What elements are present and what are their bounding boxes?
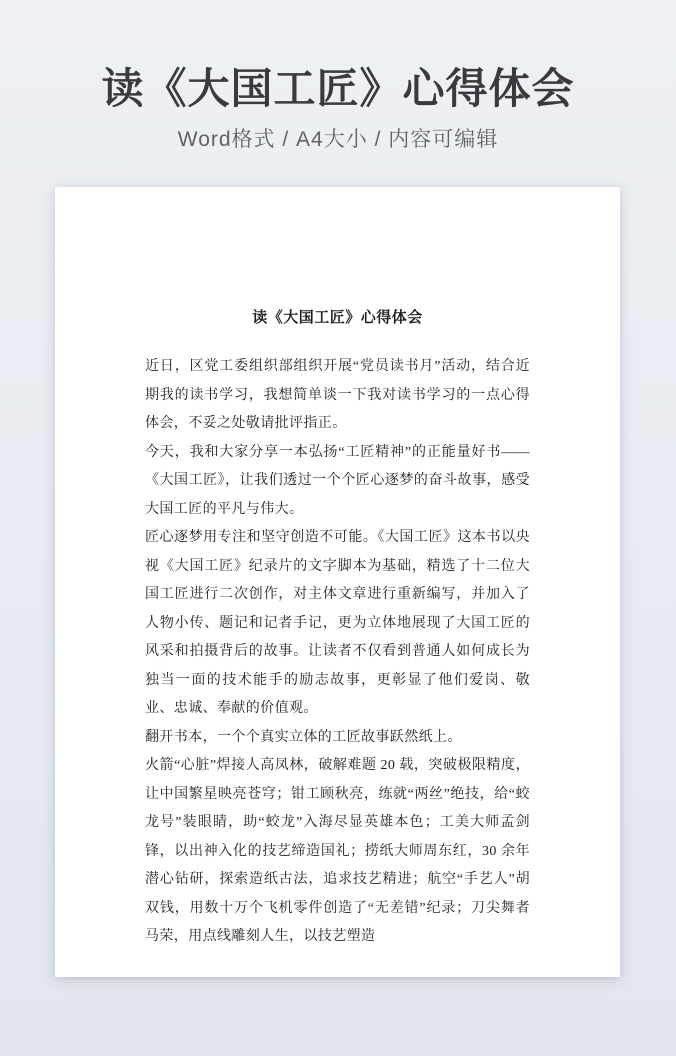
document-paragraph: 近日，区党工委组织部组织开展“党员读书月”活动，结合近期我的读书学习，我想简单谈一下我对读书学习的一点心得体会，不妥之处敬请批评指正。 — [145, 359, 530, 431]
template-title: 读《大国工匠》心得体会 — [101, 65, 575, 112]
document-paragraph: 火箭“心脏”焊接人高凤林，破解难题 20 载，突破极限精度，让中国繁星映亮苍穹；钳工顾秋亮，练就“两丝”绝技，给“蛟龙号”装眼睛，助“蛟龙”入海尽显英雄本色；工美大师孟剑锋，以出神入化的技艺缔造国礼；捞纸大师周东红，30 余年潜心钻研，探索造纸古法，追求技艺精进；航空“手艺人”胡双钱，用数十万个飞机零件创造了“无差错”纪录；刀尖舞者马荣，用点线雕刻人生，以技艺塑造 — [145, 758, 530, 944]
template-header — [0, 0, 676, 153]
document-paragraph: 翻开书本，一个个真实立体的工匠故事跃然纸上。 — [145, 729, 462, 745]
document-paragraph: 匠心逐梦用专注和坚守创造不可能。《大国工匠》这本书以央视《大国工匠》纪录片的文字脚本为基础，精选了十二位大国工匠进行二次创作，对主体文章进行重新编写，并加入了人物小传、题记和记者手记，更为立体地展现了大国工匠的风采和拍摄背后的故事。让读者不仅看到普通人如何成长为独当一面的技术能手的励志故事，更彰显了他们爱岗、敬业、忠诚、奉献的价值观。 — [145, 530, 530, 716]
document-title: 读《大国工匠》心得体会 — [252, 310, 423, 326]
document-page — [55, 187, 620, 977]
document-paragraph: 今天，我和大家分享一本弘扬“工匠精神”的正能量好书——《大国工匠》，让我们透过一个个匠心逐梦的奋斗故事，感受大国工匠的平凡与伟大。 — [145, 444, 530, 517]
template-subtitle: Word格式 / A4大小 / 内容可编辑 — [177, 127, 499, 151]
